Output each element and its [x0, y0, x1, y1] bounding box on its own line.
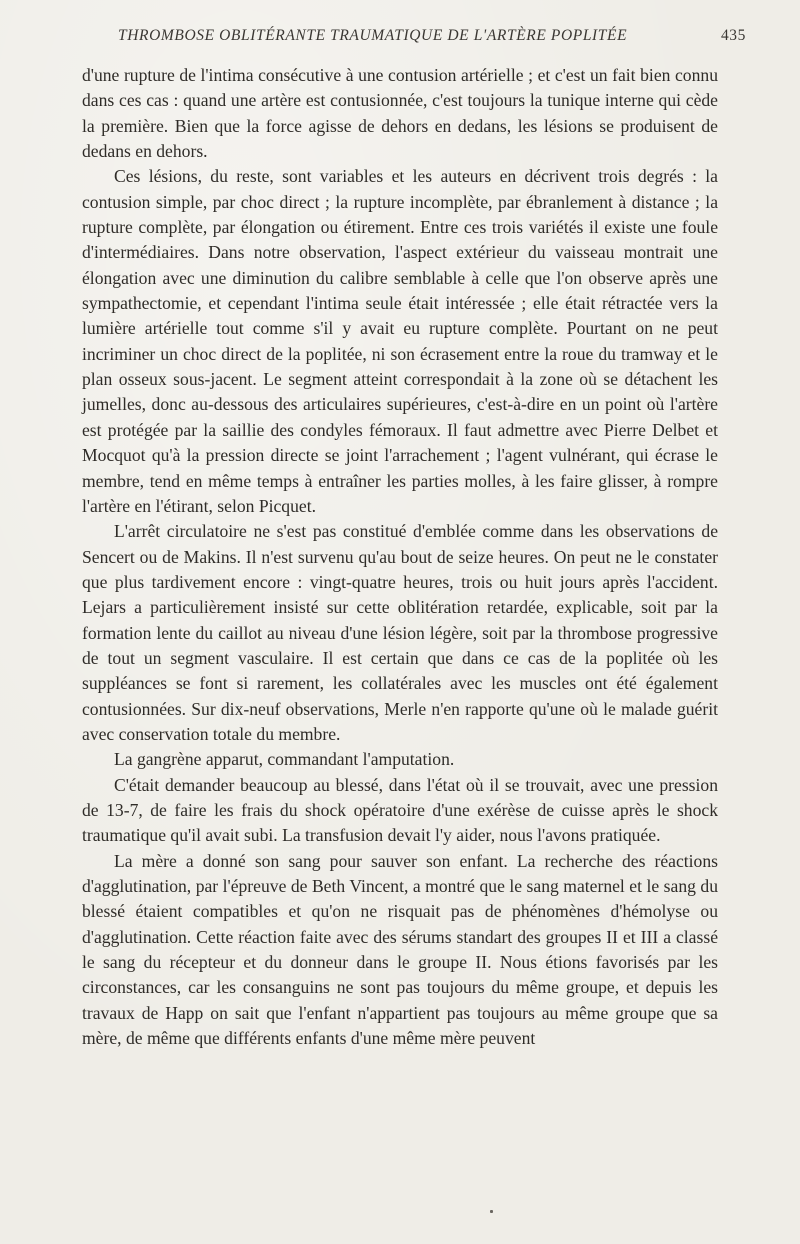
- paragraph-4: La gangrène apparut, commandant l'amputation.: [114, 749, 455, 770]
- page-number: 435: [720, 27, 746, 44]
- body-text: [82, 63, 718, 1051]
- paragraph-1: d'une rupture de l'intima consécutive à une contusion artérielle ; et c'est un fait bien connu dans ces cas : quand une artère est contusionnée, c'est toujours la tunique interne qui cède la première. Bien que la force agisse de dehors en dedans, les lésions se produisent de dedans en dehors.: [82, 65, 718, 162]
- paragraph-5: C'était demander beaucoup au blessé, dans l'état où il se trouvait, avec une pression de 13-7, de faire les frais du shock opératoire d'une exérèse de cuisse après le shock traumatique qu'il avait subi. La transfusion devait l'y aider, nous l'avons pratiquée.: [82, 774, 718, 846]
- paragraph-2: Ces lésions, du reste, sont variables et les auteurs en décrivent trois degrés : la contusion simple, par choc direct ; la rupture incomplète, par ébranlement à distance ; la rupture complète, par élongation ou étirement. Entre ces trois variétés il existe une foule d'intermédiaires. Dans notre observation, l'aspect extérieur du vaisseau montrait une élongation avec une diminution du calibre semblable à celle que l'on observe après une sympathectomie, et cependant l'intima seule était intéressée ; elle était rétractée vers la lumière artérielle tout comme s'il y avait eu rupture complète. Pourtant on ne peut incriminer un choc direct de la poplitée, ni son écrasement entre la roue du tramway et le plan osseux sous-jacent. Le segment atteint correspondait à la zone où se détachent les jumelles, donc au-dessous des articulaires supérieures, c'est-à-dire en un point où l'artère est protégée par la saillie des condyles fémoraux. Il faut admettre avec Pierre Delbet et Mocquot qu'à la pression directe se joint l'arrachement ; l'agent vulnérant, qui écrase le membre, tend en même temps à entraîner les parties molles, à les faire glisser, à rompre l'artère en l'étirant, selon Picquet.: [82, 166, 718, 516]
- paragraph-6: La mère a donné son sang pour sauver son enfant. La recherche des réactions d'agglutination, par l'épreuve de Beth Vincent, a montré que le sang maternel et le sang du blessé étaient compatibles et qu'on ne risquait pas de phénomènes d'hémolyse ou d'agglutination. Cette réaction faite avec des sérums standart des groupes II et III a classé le sang du récepteur et du donneur dans le groupe II. Nous étions favorisés par les circonstances, car les consanguins ne sont pas toujours du même groupe, et depuis les travaux de Happ on sait que l'enfant n'appartient pas toujours au même groupe que sa mère, de même que différents enfants d'une même mère peuvent: [82, 850, 718, 1049]
- running-header: [118, 27, 746, 49]
- running-title: THROMBOSE OBLITÉRANTE TRAUMATIQUE DE L'ARTÈRE POPLITÉE: [118, 27, 628, 44]
- print-speck: [490, 1210, 493, 1213]
- paragraph-3: L'arrêt circulatoire ne s'est pas constitué d'emblée comme dans les observations de Sencert ou de Makins. Il n'est survenu qu'au bout de seize heures. On peut ne le constater que plus tardivement encore : vingt-quatre heures, trois ou huit jours après l'accident. Lejars a particulièrement insisté sur cette oblitération retardée, explicable, soit par la formation lente du caillot au niveau d'une lésion légère, soit par la thrombose progressive de tout un segment vasculaire. Il est certain que dans ce cas de la poplitée où les suppléances se font si rarement, les collatérales avec les muscles ont été également contusionnées. Sur dix-neuf observations, Merle n'en rapporte qu'une où le malade guérit avec conservation totale du membre.: [82, 521, 718, 744]
